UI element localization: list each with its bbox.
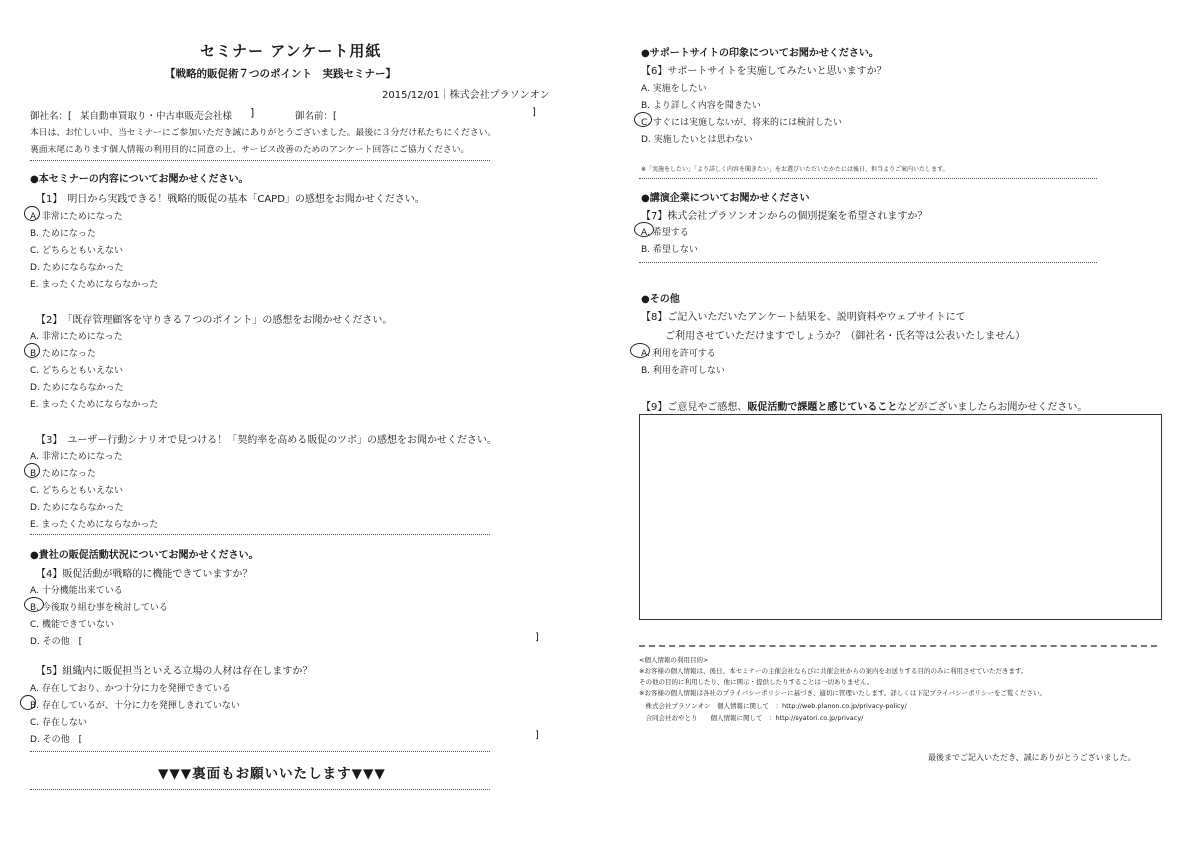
privacy-line: ※お客様の個人情報は各社のプライバシーポリシーに基づき、適切に管理いたします。詳しくは下記プライバシーポリシーをご覧ください。: [639, 689, 1047, 697]
privacy-link-syatori[interactable]: 合同会社おやとり 個人情報に関して ：http://syatori.co.jp/privacy/: [639, 714, 864, 722]
divider: [639, 262, 1097, 263]
q1-option-e[interactable]: E. まったくためにならなかった: [30, 280, 159, 290]
intro-line-1: 本日は、お忙しい中、当セミナーにご参加いただき誠にありがとうございました。最後に３分だけ私たちにください。: [30, 128, 497, 138]
question-8-label-1: 【8】ご記入いただいたアンケート結果を、説明資料やウェブサイトにて: [641, 312, 966, 323]
q2-option-d[interactable]: D. ためにならなかった: [30, 383, 124, 393]
q4-other-input[interactable]: [92, 634, 532, 646]
page-title: セミナー アンケート用紙: [200, 42, 382, 60]
q9-comment-box[interactable]: [639, 414, 1162, 620]
q6-option-c[interactable]: C. すぐには実施しないが、将来的には検討したい: [641, 118, 843, 128]
question-2-label: 【2】 「既存管理顧客を守りきる７つのポイント」の感想をお聞かせください。: [36, 315, 393, 326]
divider: [30, 751, 490, 752]
q1-option-c[interactable]: C. どちらともいえない: [30, 246, 124, 256]
q8-selected-circle: [630, 343, 650, 358]
company-field[interactable]: 某自動車買取り・中古車販売会社様: [80, 111, 233, 122]
q8-option-b[interactable]: B. 利用を許可しない: [641, 366, 725, 376]
name-label: 御名前：[: [295, 111, 337, 122]
q1-option-d[interactable]: D. ためにならなかった: [30, 263, 124, 273]
question-7-label: 【7】株式会社プラソンオンからの個別提案を希望されますか？: [641, 211, 928, 222]
intro-line-2: 裏面末尾にあります個人情報の利用目的に同意の上、サービス改善のためのアンケート回答にご協力ください。: [30, 145, 470, 155]
q2-option-b[interactable]: B. ためになった: [30, 349, 96, 359]
back-page-notice: ▼▼▼裏面もお願いいたします▼▼▼: [158, 766, 386, 782]
q7-selected-circle: [634, 222, 654, 237]
company-close-bracket: ]: [250, 106, 255, 119]
company-label: 御社名：[: [30, 111, 72, 122]
seminar-subtitle: 【戦略的販促術７つのポイント 実践セミナー】: [165, 68, 396, 80]
q6-footnote: ※「実施をしたい」「より詳しく内容を聞きたい」をお選びいただいたかたには後日、担当よりご案内いたします。: [641, 166, 949, 173]
question-8-label-2: ご利用させていただけますでしょうか？（御社名・氏名等は公表いたしません）: [665, 331, 1026, 342]
q1-selected-circle: [24, 206, 40, 221]
privacy-line: その他の目的に利用したり、他に開示・提供したりすることは一切ありません。: [639, 678, 874, 686]
q5-other-input[interactable]: [92, 732, 532, 744]
q5-close-bracket: ]: [535, 730, 539, 741]
section-heading: ●講演企業についてお聞かせください: [641, 193, 810, 204]
q2-option-a[interactable]: A. 非常にためになった: [30, 332, 123, 342]
q7-option-a[interactable]: A. 希望する: [641, 228, 689, 238]
q3-option-b[interactable]: B. ためになった: [30, 469, 96, 479]
date-company: 2015/12/01｜株式会社プラソンオン: [382, 90, 550, 101]
divider: [639, 178, 1097, 179]
question-6-label: 【6】サポートサイトを実施してみたいと思いますか？: [641, 66, 887, 77]
divider: [30, 789, 490, 790]
q4-option-c[interactable]: C. 機能できていない: [30, 620, 115, 630]
privacy-link-planon[interactable]: 株式会社プラソンオン 個人情報に関して ：http://web.planon.co.jp/privacy-policy/: [639, 702, 907, 710]
q3-option-e[interactable]: E. まったくためにならなかった: [30, 520, 159, 530]
q5-selected-circle: [20, 695, 36, 710]
divider: [639, 645, 1157, 647]
question-5-label: 【5】組織内に販促担当といえる立場の人材は存在しますか？: [36, 666, 313, 677]
q6-option-d[interactable]: D. 実施したいとは思わない: [641, 135, 753, 145]
q5-option-d[interactable]: D. その他 [: [30, 735, 83, 745]
divider: [30, 534, 490, 535]
q2-option-e[interactable]: E. まったくためにならなかった: [30, 400, 159, 410]
q5-option-c[interactable]: C. 存在しない: [30, 718, 88, 728]
q2-selected-circle: [24, 343, 40, 358]
question-3-label: 【3】 ユーザー行動シナリオで見つける！「契約率を高める販促のツボ」の感想をお聞かせください。: [36, 435, 498, 446]
q9-suffix: などがございましたらお聞かせください。: [897, 402, 1088, 413]
divider: [30, 160, 490, 161]
privacy-line: ※お客様の個人情報は、後日、本セミナーの主催会社ならびに共催会社からの案内をお送りする目的のみに利用させていただきます。: [639, 667, 1028, 675]
q1-option-b[interactable]: B. ためになった: [30, 229, 96, 239]
closing-message: 最後までご記入いただき、誠にありがとうございました。: [928, 753, 1136, 762]
section-heading: ●サポートサイトの印象についてお聞かせください。: [641, 48, 879, 59]
q8-option-a[interactable]: A. 利用を許可する: [641, 349, 716, 359]
q6-option-a[interactable]: A. 実施をしたい: [641, 84, 707, 94]
q3-option-a[interactable]: A. 非常にためになった: [30, 452, 123, 462]
q4-close-bracket: ]: [535, 632, 539, 643]
q7-option-b[interactable]: B. 希望しない: [641, 245, 698, 255]
q4-option-d[interactable]: D. その他 [: [30, 637, 83, 647]
q4-selected-circle: [24, 597, 44, 612]
section-heading: ●貴社の販促活動状況についてお聞かせください。: [30, 550, 259, 561]
question-1-label: 【1】 明日から実践できる！戦略的販促の基本「CAPD」の感想をお聞かせください。: [36, 194, 425, 205]
q1-option-a[interactable]: A. 非常にためになった: [30, 212, 123, 222]
q4-option-a[interactable]: A. 十分機能出来ている: [30, 586, 123, 596]
name-field[interactable]: [348, 108, 528, 120]
q5-option-b[interactable]: B. 存在しているが、十分に力を発揮しきれていない: [30, 701, 240, 711]
name-close-bracket: ]: [532, 107, 536, 118]
q4-option-b[interactable]: B. 今後取り組む事を検討している: [30, 603, 168, 613]
q2-option-c[interactable]: C. どちらともいえない: [30, 366, 124, 376]
q3-option-d[interactable]: D. ためにならなかった: [30, 503, 124, 513]
question-9-label: [641, 398, 1087, 413]
q5-option-a[interactable]: A. 存在しており、かつ十分に力を発揮できている: [30, 684, 231, 694]
q6-selected-circle: [634, 112, 652, 127]
section-heading: ●本セミナーの内容についてお聞かせください。: [30, 174, 249, 185]
question-4-label: 【4】販促活動が戦略的に機能できていますか？: [36, 569, 253, 580]
q6-option-b[interactable]: B. より詳しく内容を聞きたい: [641, 101, 761, 111]
q3-option-c[interactable]: C. どちらともいえない: [30, 486, 124, 496]
q3-selected-circle: [24, 463, 40, 478]
section-heading: ●その他: [641, 294, 680, 305]
q9-prefix: 【9】ご意見やご感想、: [641, 402, 748, 413]
q9-bold: 販促活動で課題と感じていること: [747, 402, 898, 413]
privacy-heading: <個人情報の利用目的>: [639, 656, 709, 664]
